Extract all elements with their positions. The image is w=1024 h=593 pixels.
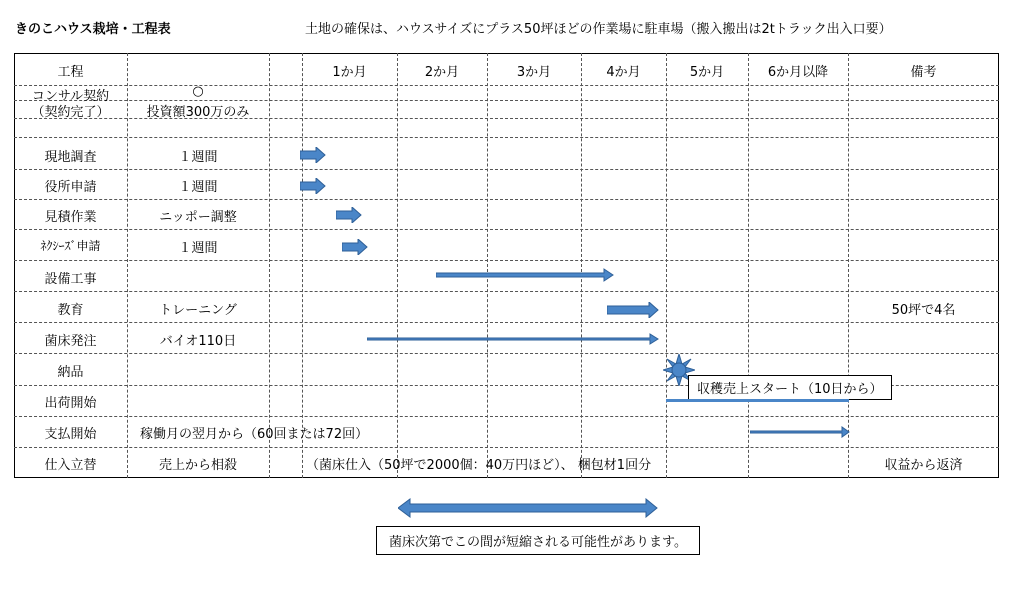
schedule-table: [14, 53, 999, 478]
header-month-3: 3か月: [516, 65, 552, 80]
row-purchase-detail: 売上から相殺: [158, 458, 237, 473]
row-survey-detail: １週間: [178, 150, 218, 165]
row-purchase-name: 仕入立替: [44, 458, 97, 473]
row-necessities-name: ﾈｸｼｰｽﾞ申請: [40, 239, 101, 253]
row-shipping-name: 出荷開始: [44, 396, 97, 411]
row-order-name: 菌床発注: [44, 334, 97, 349]
row-order-detail: バイオ110日: [159, 334, 237, 349]
row-purchase-middle: （菌床仕入（50坪で2000個：40万円ほど）、 梱包材1回分: [306, 458, 652, 473]
row-purchase-remarks: 収益から返済: [884, 458, 963, 473]
row-consult-detail: ○: [192, 84, 204, 99]
header-remarks: 備考: [910, 65, 937, 80]
row-equipment-name: 設備工事: [44, 272, 97, 287]
double-arrow: [398, 498, 658, 518]
equipment-arrow: [436, 268, 614, 282]
header-month-1: 1か月: [332, 65, 367, 80]
order-arrow: [367, 333, 659, 345]
row-education-detail: トレーニング: [159, 303, 237, 318]
header-month-5: 5か月: [689, 65, 725, 80]
row-contract-detail: 投資額300万のみ: [146, 105, 250, 120]
row-consult-name: コンサル契約: [31, 89, 110, 104]
row-payment-name: 支払開始: [44, 427, 97, 442]
row-education-remarks: 50坪で4名: [891, 303, 956, 318]
row-payment-detail: 稼働月の翌月から（60回または72回）: [140, 427, 369, 442]
row-office-detail: １週間: [178, 180, 218, 195]
education-arrow: [607, 302, 659, 318]
necessities-arrow: [342, 239, 368, 255]
bottom-note: 菌床次第でこの間が短縮される可能性があります。: [376, 526, 700, 555]
page-title: きのこハウス栽培・工程表: [15, 22, 171, 37]
row-necessities-detail: １週間: [178, 241, 218, 256]
row-estimate-detail: ニッポー調整: [159, 210, 237, 225]
row-survey-name: 現地調査: [44, 150, 97, 165]
estimate-arrow: [336, 207, 362, 223]
row-education-name: 教育: [57, 303, 84, 318]
office-arrow: [300, 178, 326, 194]
header-month-2: 2か月: [424, 65, 460, 80]
row-estimate-name: 見積作業: [44, 210, 97, 225]
header-process: 工程: [57, 65, 84, 80]
survey-arrow: [300, 147, 326, 163]
harvest-start-note: 収穫売上スタート（10日から）: [688, 375, 892, 400]
row-office-name: 役所申請: [44, 180, 97, 195]
header-month-6: 6か月以降: [767, 65, 829, 80]
payment-arrow: [750, 426, 850, 438]
shipping-bar: [666, 399, 849, 402]
top-note: 土地の確保は、ハウスサイズにプラス50坪ほどの作業場に駐車場（搬入搬出は2tトラック出入口要）: [305, 22, 892, 37]
row-contract-name: （契約完了）: [31, 105, 110, 120]
row-delivery-name: 納品: [57, 365, 84, 380]
header-month-4: 4か月: [606, 65, 641, 80]
